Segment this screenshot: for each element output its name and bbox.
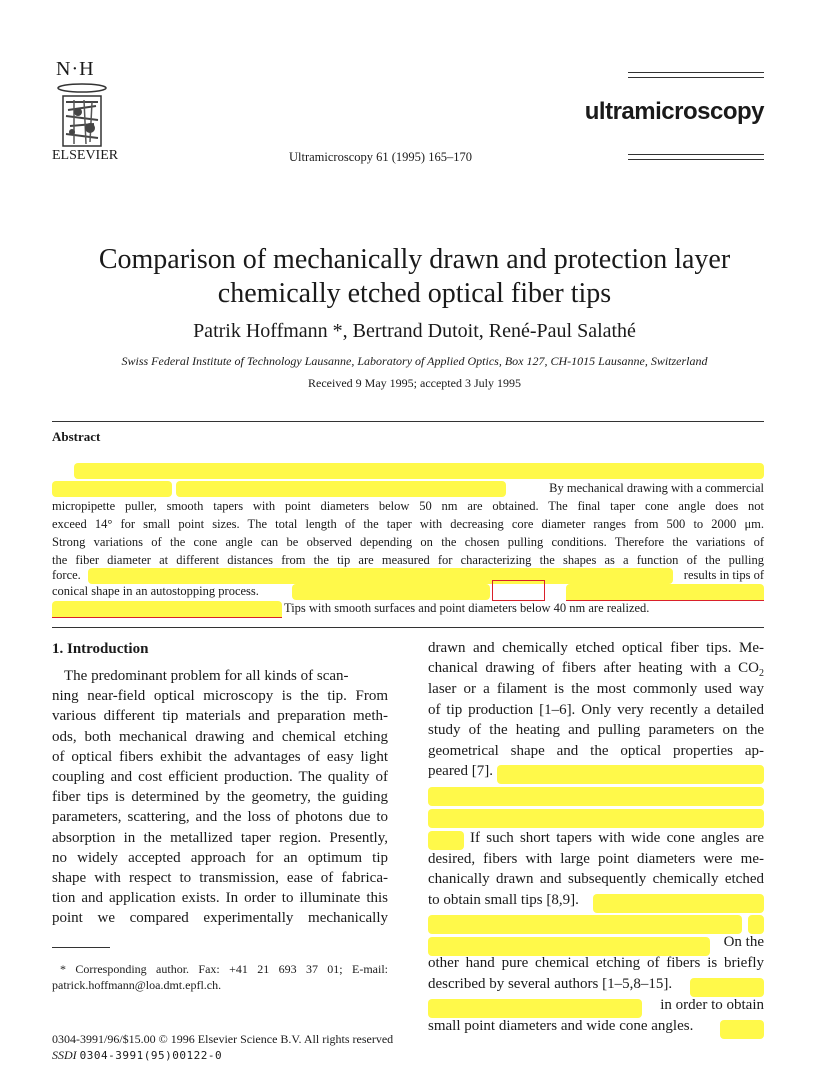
abstract-line: results in tips of	[683, 568, 764, 582]
intro-paragraph	[52, 666, 388, 929]
body-line: of tip production [1–6]. Only very recently a detailed	[428, 702, 764, 718]
article-title-line1: Comparison of mechanically drawn and protection layer	[98, 244, 731, 275]
body-line: parameters, scattering, and the loss of photons due to	[52, 809, 388, 826]
header-rule-top-1	[628, 72, 764, 73]
abstract-line: the fiber diameter at different distances from the tip are measured for characterizing the shapes as a function of the pulling	[52, 553, 764, 567]
received-date: Received 9 May 1995; accepted 3 July 1995	[308, 376, 521, 390]
highlight	[292, 584, 490, 600]
body-line: fiber tips is determined by the geometry, the guiding	[52, 789, 388, 806]
body-line: of optical fibers exhibit the advantages of easy light	[52, 748, 388, 765]
body-line: absorption in the metallized taper region. Presently,	[52, 829, 388, 846]
footnote-rule	[52, 947, 110, 948]
body-line: study of the heating and pulling parameters on the	[428, 722, 764, 738]
highlight	[428, 999, 642, 1018]
body-text: chanical drawing of fibers after heating with a CO	[428, 660, 759, 676]
journal-name: ultramicroscopy	[584, 98, 764, 125]
authors: Patrik Hoffmann *, Bertrand Dutoit, René-Paul Salathé	[193, 320, 636, 342]
abstract-line: conical shape in an autostopping process.	[52, 584, 259, 598]
abstract-line: Strong variations of the cone angle can be observed depending on the chosen pulling conditions. Therefore the variations of	[52, 535, 764, 549]
abstract-line: force.	[52, 568, 81, 582]
body-line: If such short tapers with wide cone angles are	[470, 830, 764, 846]
highlight	[720, 1020, 764, 1039]
body-line: small point diameters and wide cone angles.	[428, 1018, 694, 1034]
body-line: ods, both mechanical drawing and chemical etching	[52, 728, 388, 745]
highlight	[428, 809, 764, 828]
body-line: The predominant problem for all kinds of scan-	[64, 668, 349, 684]
abstract-rule-top	[52, 421, 764, 422]
highlight	[690, 978, 764, 997]
citation: Ultramicroscopy 61 (1995) 165–170	[289, 150, 472, 164]
highlight	[88, 568, 673, 584]
abstract-line: Tips with smooth surfaces and point diameters below 40 nm are realized.	[284, 601, 650, 615]
footnote-line: * Corresponding author. Fax: +41 21 693 37 01; E-mail:	[60, 962, 388, 976]
body-line: point we compared experimentally mechanically	[52, 910, 388, 927]
logo-text: N·H	[56, 58, 95, 80]
header-rule-top-2	[628, 77, 764, 78]
abstract-line: By mechanical drawing with a commercial	[549, 481, 764, 495]
body-line	[428, 660, 764, 677]
body-line: various different tip materials and preparation meth-	[52, 708, 388, 725]
highlight	[428, 787, 764, 806]
abstract-heading: Abstract	[52, 429, 101, 444]
abstract-line: micropipette puller, smooth tapers with point diameters below 50 nm are obtained. The final taper cone angle does not	[52, 499, 764, 513]
body-line: no widely accepted approach for an optimum tip	[52, 849, 388, 866]
header-rule-bottom-2	[628, 159, 764, 160]
ssdi-label: SSDI	[52, 1048, 77, 1062]
body-line: shape with respect to transmission, ease of fabrica-	[52, 870, 388, 887]
highlight	[52, 601, 282, 618]
elsevier-tree-icon	[54, 82, 116, 152]
footnote-line: patrick.hoffmann@loa.dmt.epfl.ch.	[52, 978, 222, 992]
highlight	[593, 894, 764, 913]
highlight	[566, 584, 764, 601]
highlight	[748, 915, 764, 934]
body-line: in order to obtain	[660, 997, 764, 1013]
body-line: tion and application exists. In order to illuminate this	[52, 890, 388, 907]
ssdi-value: 0304-3991(95)00122-0	[79, 1049, 223, 1062]
publisher-name: ELSEVIER	[52, 148, 119, 163]
body-line: described by several authors [1–5,8–15].	[428, 976, 673, 992]
annotation-box	[492, 580, 545, 601]
affiliation: Swiss Federal Institute of Technology Lausanne, Laboratory of Applied Optics, Box 127, CH-1015 Lausanne, Switzerland	[121, 354, 708, 368]
article-title-line2: chemically etched optical fiber tips	[217, 278, 612, 309]
abstract-rule-bottom	[52, 627, 764, 628]
publisher-logo	[48, 58, 118, 150]
abstract-line: exceed 14° for small point sizes. The total length of the taper with decreasing core diameter ranges from 500 to 2000 μm.	[52, 517, 764, 531]
subscript: 2	[759, 668, 764, 679]
highlight	[74, 463, 764, 479]
body-line: drawn and chemically etched optical fiber tips. Me-	[428, 640, 764, 656]
body-line: to obtain small tips [8,9].	[428, 892, 579, 908]
body-line: desired, fibers with large point diameters were me-	[428, 851, 764, 867]
header-rule-bottom-1	[628, 154, 764, 155]
highlight	[428, 831, 464, 850]
body-line: peared [7].	[428, 763, 493, 779]
body-line: geometrical shape and the optical properties ap-	[428, 743, 764, 759]
highlight	[428, 937, 710, 956]
body-line: ning near-field optical microscopy is the tip. From	[52, 688, 388, 705]
highlight	[428, 915, 742, 934]
copyright-line: 0304-3991/96/$15.00 © 1996 Elsevier Science B.V. All rights reserved	[52, 1032, 394, 1046]
highlight	[497, 765, 764, 784]
section-heading: 1. Introduction	[52, 641, 149, 657]
ssdi-line	[52, 1048, 222, 1063]
body-line: chanically drawn and subsequently chemically etched	[428, 871, 764, 887]
highlight	[52, 481, 172, 497]
body-line: coupling and cost efficient production. The quality of	[52, 769, 388, 786]
body-line: On the	[723, 934, 764, 950]
highlight	[176, 481, 506, 497]
body-line: laser or a filament is the most commonly used way	[428, 681, 764, 697]
body-line: other hand pure chemical etching of fibers is briefly	[428, 955, 764, 971]
